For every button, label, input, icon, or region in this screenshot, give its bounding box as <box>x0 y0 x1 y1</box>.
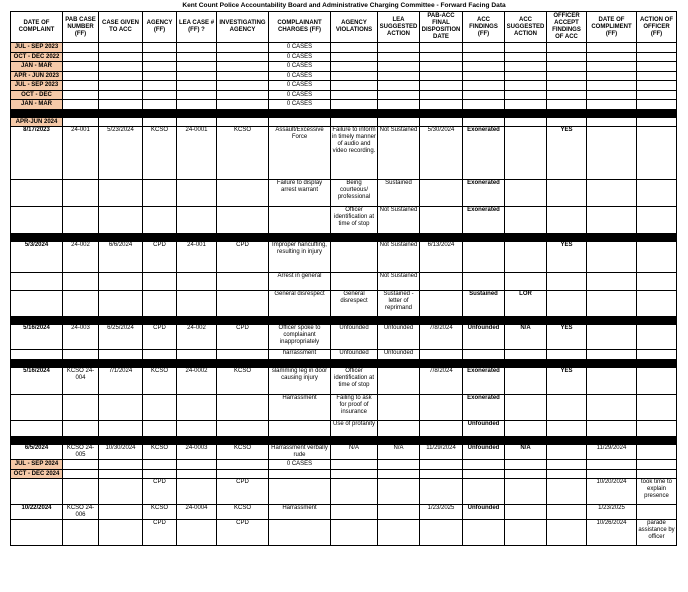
col-complainant-charges: COMPLAINANT CHARGES (FF) <box>269 12 331 43</box>
acc-findings: Unfounded <box>463 445 505 460</box>
period-row <box>11 52 677 62</box>
case-row <box>11 127 677 180</box>
col-date-of-compliment: DATE OF COMPLIMENT (FF) <box>587 12 637 43</box>
col-officer-accept: OFFICER ACCEPT FINDINGS OF ACC <box>547 12 587 43</box>
lea-suggested-action: Unfounded <box>378 350 420 360</box>
lea-case: 24-002 <box>177 325 217 350</box>
acc-findings: Exonerated <box>463 207 505 234</box>
agency-violation: Failure to inform in timely manner of audio and video recording. <box>331 127 378 180</box>
final-disposition-date: 7/8/2024 <box>420 325 463 350</box>
date-of-complaint: 5/16/2024 <box>11 325 63 350</box>
period-label: JUL - SEP 2023 <box>11 81 63 91</box>
acc-findings: Exonerated <box>463 180 505 207</box>
case-given-to-acc: 6/25/2024 <box>99 325 143 350</box>
case-row <box>11 242 677 273</box>
investigating-agency: CPD <box>217 242 269 273</box>
acc-findings: Unfounded <box>463 421 505 437</box>
date-of-complaint: 10/22/2024 <box>11 505 63 520</box>
period-row <box>11 90 677 100</box>
case-given-to-acc: 7/1/2024 <box>99 368 143 395</box>
pab-case-number: KCSO 24-005 <box>63 445 99 460</box>
complainant-charge: Officer spoke to complainant inappropriately <box>269 325 331 350</box>
agency: KCSO <box>143 445 177 460</box>
pab-case-number: 24-002 <box>63 242 99 273</box>
acc-findings: Exonerated <box>463 368 505 395</box>
acc-suggested-action: LOR <box>505 291 547 317</box>
period-label: OCT - DEC <box>11 90 63 100</box>
period-label: JAN - MAR <box>11 100 63 110</box>
agency-violation: General disrespect <box>331 291 378 317</box>
period-note: 0 CASES <box>269 62 331 72</box>
case-subrow <box>11 350 677 360</box>
col-final-disposition-date: PAB-ACC FINAL DISPOSITION DATE <box>420 12 463 43</box>
investigating-agency: CPD <box>217 325 269 350</box>
col-lea-suggested-action: LEA SUGGESTED ACTION <box>378 12 420 43</box>
agency-violation: Unfounded <box>331 325 378 350</box>
complainant-charge: Harrassment verbally rude <box>269 445 331 460</box>
agency: CPD <box>143 242 177 273</box>
case-row <box>11 368 677 395</box>
agency: CPD <box>143 479 177 505</box>
period-label: OCT - DEC 2022 <box>11 52 63 62</box>
complaints-table <box>10 11 677 546</box>
officer-accept: YES <box>547 242 587 273</box>
date-of-compliment: 1/23/2025 <box>587 505 637 520</box>
period-row <box>11 117 677 127</box>
agency-violation: Being courteous/ professional <box>331 180 378 207</box>
case-given-to-acc: 10/30/2024 <box>99 445 143 460</box>
period-label: JUL - SEP 2024 <box>11 460 63 470</box>
period-row <box>11 43 677 53</box>
lea-suggested-action: Unfounded <box>378 325 420 350</box>
acc-suggested-action: N/A <box>505 445 547 460</box>
agency-violation: Officer identification at time of stop <box>331 207 378 234</box>
period-label: APR - JUN 2023 <box>11 71 63 81</box>
acc-findings: Unfounded <box>463 505 505 520</box>
col-date-of-complaint: DATE OF COMPLAINT <box>11 12 63 43</box>
period-row <box>11 100 677 110</box>
case-row <box>11 445 677 460</box>
col-agency: AGENCY (FF) <box>143 12 177 43</box>
action-of-officer: parade assistance by officer <box>637 520 677 546</box>
col-investigating-agency: INVESTIGATING AGENCY <box>217 12 269 43</box>
case-row <box>11 325 677 350</box>
lea-case: 24-0002 <box>177 368 217 395</box>
lea-case: 24-0004 <box>177 505 217 520</box>
complainant-charge: Improper hancuffing, resulting in injury <box>269 242 331 273</box>
complainant-charge: Arrest in general <box>269 273 331 291</box>
lea-suggested-action: Not Sustained <box>378 273 420 291</box>
agency-violation: Use of profanity <box>331 421 378 437</box>
investigating-agency: KCSO <box>217 368 269 395</box>
acc-findings: Exonerated <box>463 395 505 421</box>
period-note: 0 CASES <box>269 43 331 53</box>
investigating-agency: KCSO <box>217 127 269 180</box>
lea-suggested-action: Sustained - letter of reprimand <box>378 291 420 317</box>
period-note: 0 CASES <box>269 71 331 81</box>
col-agency-violations: AGENCY VIOLATIONS <box>331 12 378 43</box>
case-given-to-acc: 5/23/2024 <box>99 127 143 180</box>
period-note: 0 CASES <box>269 90 331 100</box>
col-lea-case: LEA CASE # (FF) ? <box>177 12 217 43</box>
investigating-agency: CPD <box>217 479 269 505</box>
complainant-charge: harrassment <box>269 350 331 360</box>
acc-findings: Exonerated <box>463 127 505 180</box>
lea-suggested-action: Not Sustained <box>378 207 420 234</box>
agency: CPD <box>143 325 177 350</box>
case-subrow <box>11 207 677 234</box>
section-separator <box>11 317 677 325</box>
final-disposition-date: 1/23/2025 <box>420 505 463 520</box>
period-note: 0 CASES <box>269 52 331 62</box>
complainant-charge: Harrassment <box>269 395 331 421</box>
date-of-complaint: 5/3/2024 <box>11 242 63 273</box>
complainant-charge: General disrespect <box>269 291 331 317</box>
case-subrow <box>11 291 677 317</box>
lea-suggested-action: N/A <box>378 445 420 460</box>
investigating-agency: KCSO <box>217 445 269 460</box>
lea-case: 24-0003 <box>177 445 217 460</box>
section-separator <box>11 109 677 117</box>
case-subrow <box>11 180 677 207</box>
action-of-officer: took time to explain presence <box>637 479 677 505</box>
period-note: 0 CASES <box>269 100 331 110</box>
agency-violation: N/A <box>331 445 378 460</box>
period-row <box>11 460 677 470</box>
col-action-of-officer: ACTION OF OFFICER (FF) <box>637 12 677 43</box>
lea-suggested-action: Not Sustained <box>378 242 420 273</box>
agency-violation: Officer identification at time of stop <box>331 368 378 395</box>
complainant-charge: Assault/Excessive Force <box>269 127 331 180</box>
lea-case: 24-001 <box>177 242 217 273</box>
agency-violation: Failing to ask for proof of insurance <box>331 395 378 421</box>
case-subrow <box>11 421 677 437</box>
col-case-given-to-acc: CASE GIVEN TO ACC <box>99 12 143 43</box>
period-note: 0 CASES <box>269 81 331 91</box>
investigating-agency: CPD <box>217 520 269 546</box>
section-separator <box>11 360 677 368</box>
compliment-row <box>11 479 677 505</box>
complainant-charge: Failure to display arrest warrant <box>269 180 331 207</box>
date-of-complaint: 6/5/2024 <box>11 445 63 460</box>
section-separator <box>11 437 677 445</box>
complainant-charge: Harrassment <box>269 505 331 520</box>
case-subrow <box>11 395 677 421</box>
pab-case-number: KCSO 24-006 <box>63 505 99 520</box>
pab-case-number: 24-001 <box>63 127 99 180</box>
agency: KCSO <box>143 127 177 180</box>
case-subrow <box>11 273 677 291</box>
col-pab-case-number: PAB CASE NUMBER (FF) <box>63 12 99 43</box>
final-disposition-date: 7/8/2024 <box>420 368 463 395</box>
period-row <box>11 62 677 72</box>
lea-suggested-action: Sustained <box>378 180 420 207</box>
compliment-row <box>11 520 677 546</box>
period-label: JAN - MAR <box>11 62 63 72</box>
header-row <box>11 12 677 43</box>
period-row <box>11 71 677 81</box>
period-label: JUL - SEP 2023 <box>11 43 63 53</box>
col-acc-suggested-action: ACC SUGGESTED ACTION <box>505 12 547 43</box>
col-acc-findings: ACC FINDINGS (FF) <box>463 12 505 43</box>
acc-findings: Sustained <box>463 291 505 317</box>
date-of-complaint: 5/16/2024 <box>11 368 63 395</box>
acc-findings: Unfounded <box>463 325 505 350</box>
pab-case-number: 24-003 <box>63 325 99 350</box>
final-disposition-date: 11/29/2024 <box>420 445 463 460</box>
period-row <box>11 81 677 91</box>
officer-accept: YES <box>547 127 587 180</box>
date-of-compliment: 11/29/2024 <box>587 445 637 460</box>
period-label: OCT - DEC 2024 <box>11 469 63 479</box>
period-label: APR-JUN 2024 <box>11 117 63 127</box>
agency: KCSO <box>143 505 177 520</box>
period-row <box>11 469 677 479</box>
agency-violation: Unfounded <box>331 350 378 360</box>
date-of-compliment: 10/20/2024 <box>587 479 637 505</box>
officer-accept: YES <box>547 325 587 350</box>
case-given-to-acc: 6/6/2024 <box>99 242 143 273</box>
date-of-complaint: 8/17/2023 <box>11 127 63 180</box>
pab-case-number: KCSO 24-004 <box>63 368 99 395</box>
case-row <box>11 505 677 520</box>
lea-suggested-action: Not Sustained <box>378 127 420 180</box>
section-separator <box>11 234 677 242</box>
officer-accept: YES <box>547 368 587 395</box>
final-disposition-date: 6/13/2024 <box>420 242 463 273</box>
report-title: Kent Count Police Accountability Board and Administrative Charging Committee - Forward Facing Data <box>182 2 506 9</box>
complainant-charge: slamming leg in door causing injury <box>269 368 331 395</box>
date-of-compliment: 10/26/2024 <box>587 520 637 546</box>
agency: KCSO <box>143 368 177 395</box>
investigating-agency: KCSO <box>217 505 269 520</box>
period-note: 0 CASES <box>269 460 331 470</box>
acc-suggested-action: N/A <box>505 325 547 350</box>
agency: CPD <box>143 520 177 546</box>
final-disposition-date: 5/30/2024 <box>420 127 463 180</box>
lea-case: 24-0001 <box>177 127 217 180</box>
